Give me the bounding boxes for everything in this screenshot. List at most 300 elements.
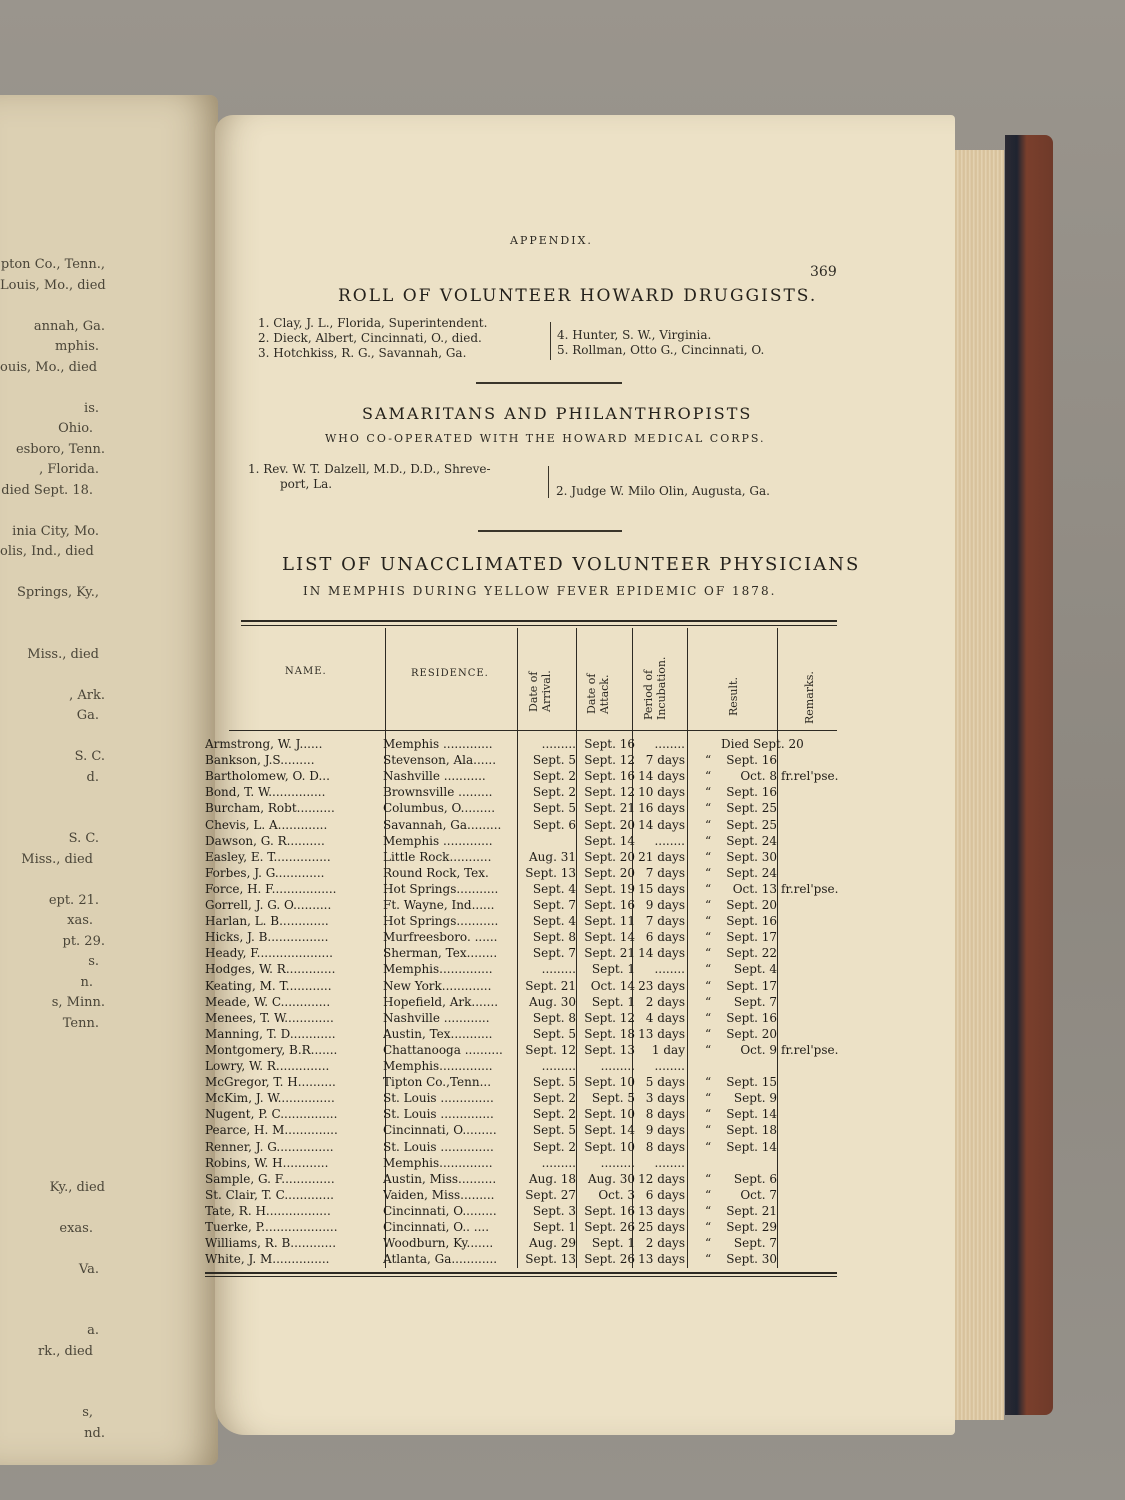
left-page-line [0, 1137, 200, 1158]
samaritan-entry: 1. Rev. W. T. Dalzell, M.D., D.D., Shreve- [248, 462, 491, 476]
table-row [205, 752, 837, 768]
arrival-date: Sept. 4 [532, 914, 576, 929]
ditto-mark: “ [705, 962, 712, 977]
table-row [205, 1090, 837, 1106]
physician-name: Gorrell, J. G. O.......... [205, 898, 332, 912]
attack-date: Sept. 5 [591, 1091, 635, 1106]
column-divider [548, 466, 549, 498]
physician-name: Hicks, J. B................ [205, 930, 329, 945]
table-row [205, 849, 837, 865]
arrival-date: Sept. 5 [532, 1123, 576, 1138]
physician-residence: Ft. Wayne, Ind...... [383, 898, 495, 912]
table-row [205, 913, 837, 929]
result-date: Died Sept. 20 [721, 737, 804, 751]
table-top-rule [241, 620, 837, 622]
physician-residence: St. Louis .............. [383, 1139, 494, 1154]
table-row [205, 961, 837, 977]
ditto-mark: “ [705, 1252, 712, 1267]
left-page-line: died Sept. 18. [1, 482, 93, 498]
left-page [0, 95, 218, 1465]
table-row [205, 1122, 837, 1138]
result-date: Sept. 17 [726, 978, 777, 993]
remarks-note: fr.rel'pse. [781, 881, 839, 896]
left-page-line [0, 788, 200, 809]
physician-name: Tate, R. H................. [205, 1203, 331, 1218]
samaritans-left-col [248, 462, 491, 492]
ditto-mark: “ [705, 1042, 712, 1057]
samaritan-entry: 2. Judge W. Milo Olin, Augusta, Ga. [556, 484, 770, 498]
physician-residence: Sherman, Tex........ [383, 946, 498, 961]
table-row [205, 1010, 837, 1026]
result-date: Sept. 24 [726, 865, 777, 880]
physician-residence: Memphis.............. [383, 962, 493, 977]
left-page-line: , Ark. [69, 687, 105, 703]
result-date: Sept. 9 [733, 1091, 777, 1106]
physician-name: Force, H. F................. [205, 881, 337, 896]
physician-residence: Memphis.............. [383, 1155, 493, 1170]
ditto-mark: “ [705, 1171, 712, 1186]
arrival-date: ......... [541, 962, 576, 977]
physician-name: Bankson, J.S......... [205, 753, 315, 768]
incubation-period: 6 days [645, 1187, 685, 1202]
incubation-period: ........ [654, 962, 685, 977]
left-page-line [0, 1280, 200, 1301]
ditto-mark: “ [705, 1091, 712, 1106]
ditto-mark: “ [705, 994, 712, 1009]
attack-date: Sept. 1 [591, 1236, 635, 1251]
ditto-mark: “ [705, 898, 712, 912]
incubation-period: 8 days [645, 1107, 685, 1122]
left-page-line [0, 1301, 200, 1322]
physician-residence: Cincinnati, O......... [383, 1123, 497, 1138]
physician-residence: Nashville ............ [383, 1010, 490, 1025]
attack-date: Sept. 21 [584, 801, 635, 816]
table-row [205, 1139, 837, 1155]
physician-residence: Hot Springs........... [383, 881, 499, 896]
attack-date: Sept. 1 [591, 962, 635, 977]
result-date: Oct. 9 [740, 1042, 777, 1057]
left-page-line [0, 1116, 200, 1137]
physician-residence: Chattanooga .......... [383, 1042, 503, 1057]
arrival-date: Sept. 2 [532, 1091, 576, 1106]
attack-date: Sept. 16 [584, 737, 635, 751]
left-page-line: , Florida. [39, 462, 99, 477]
table-row [205, 784, 837, 800]
physician-name: Hodges, W. R............. [205, 962, 336, 977]
header-result: Result. [727, 677, 740, 716]
table-row [205, 1171, 837, 1187]
physician-residence: Nashville ........... [383, 769, 486, 784]
physician-residence: Austin, Miss.......... [383, 1171, 497, 1186]
left-page-line: s. [88, 954, 99, 969]
attack-date: Sept. 16 [584, 1203, 635, 1218]
left-page-line [0, 727, 200, 748]
left-page-line [0, 501, 200, 522]
incubation-period: ........ [654, 833, 685, 848]
left-page-line: esboro, Tenn. [15, 441, 105, 457]
arrival-date: ......... [541, 1155, 576, 1170]
physician-name: Manning, T. D............ [205, 1026, 336, 1041]
attack-date: Sept. 16 [584, 769, 635, 784]
left-page-line: pton Co., Tenn., [0, 257, 105, 272]
result-date: Sept. 29 [726, 1220, 777, 1234]
ditto-mark: “ [705, 881, 712, 896]
left-page-line: pt. 29. [62, 933, 105, 949]
incubation-period: 21 days [638, 849, 685, 864]
arrival-date: Sept. 7 [532, 946, 576, 961]
arrival-date: Sept. 2 [532, 785, 576, 800]
ditto-mark: “ [705, 1075, 712, 1090]
table-top-rule [241, 625, 837, 626]
druggist-entry: 4. Hunter, S. W., Virginia. [557, 328, 712, 342]
table-bottom-rule [205, 1276, 837, 1277]
left-page-line: Ohio. [58, 421, 93, 436]
physicians-title: LIST OF UNACCLIMATED VOLUNTEER PHYSICIANS [282, 554, 861, 575]
druggist-entry: 2. Dieck, Albert, Cincinnati, O., died. [258, 331, 482, 345]
left-page-line: S. C. [68, 831, 99, 846]
result-date: Sept. 21 [726, 1203, 777, 1218]
incubation-period: 2 days [645, 994, 685, 1009]
left-page-line [0, 378, 200, 399]
arrival-date: Sept. 13 [525, 1252, 576, 1267]
ditto-mark: “ [705, 785, 712, 800]
running-head: APPENDIX. [510, 234, 593, 247]
incubation-period: ........ [654, 1059, 685, 1073]
left-page-text [0, 255, 200, 1444]
result-date: Sept. 16 [726, 914, 777, 929]
physician-name: Meade, W. C............. [205, 994, 331, 1009]
result-date: Sept. 25 [726, 801, 777, 816]
header-arrival: Date of Arrival. [527, 670, 553, 712]
incubation-period: 8 days [645, 1139, 685, 1154]
ditto-mark: “ [705, 849, 712, 864]
arrival-date: Sept. 12 [525, 1042, 576, 1057]
physician-name: Nugent, P. C............... [205, 1107, 338, 1122]
physician-residence: St. Louis .............. [383, 1091, 494, 1106]
attack-date: Sept. 12 [584, 753, 635, 768]
left-page-line: Ky., died [49, 1179, 105, 1195]
left-page-line: annah, Ga. [33, 318, 105, 334]
table-row [205, 1042, 837, 1058]
druggist-entry: 1. Clay, J. L., Florida, Superintendent. [258, 316, 488, 330]
left-page-line [0, 1383, 200, 1404]
left-page-line: Springs, Ky., [17, 585, 99, 600]
left-page-line: d. [86, 769, 99, 785]
physician-residence: Woodburn, Ky....... [383, 1236, 494, 1251]
ditto-mark: “ [705, 801, 712, 816]
ditto-mark: “ [705, 1220, 712, 1234]
physician-residence: Brownsville ......... [383, 785, 493, 800]
section-rule [478, 530, 622, 532]
ditto-mark: “ [705, 817, 712, 832]
attack-date: Sept. 16 [584, 898, 635, 912]
druggists-title: ROLL OF VOLUNTEER HOWARD DRUGGISTS. [338, 286, 818, 306]
incubation-period: 7 days [645, 753, 685, 768]
physician-residence: Cincinnati, O.. .... [383, 1220, 490, 1234]
left-page-line: Miss., died [27, 646, 99, 662]
physician-residence: Stevenson, Ala...... [383, 753, 497, 768]
left-page-line: Va. [78, 1261, 99, 1277]
left-page-line [0, 1075, 200, 1096]
result-date: Sept. 14 [726, 1107, 777, 1122]
ditto-mark: “ [705, 1236, 712, 1251]
physician-residence: Austin, Tex........... [383, 1026, 493, 1041]
table-row [205, 1203, 837, 1219]
arrival-date: Sept. 5 [532, 753, 576, 768]
arrival-date: ......... [541, 1059, 576, 1073]
physicians-subtitle: IN MEMPHIS DURING YELLOW FEVER EPIDEMIC OF 1878. [303, 584, 777, 598]
arrival-date: Sept. 6 [532, 817, 576, 832]
attack-date: Aug. 30 [588, 1171, 635, 1186]
physician-residence: Memphis ............. [383, 737, 493, 751]
ditto-mark: “ [705, 978, 712, 993]
attack-date: Sept. 12 [584, 1010, 635, 1025]
physician-name: McGregor, T. H.......... [205, 1075, 336, 1090]
attack-date: Sept. 21 [584, 946, 635, 961]
left-page-line: a. [87, 1323, 99, 1338]
result-date: Sept. 16 [726, 753, 777, 768]
physician-residence: Tipton Co.,Tenn... [383, 1075, 492, 1090]
result-date: Sept. 22 [726, 946, 777, 961]
result-date: Sept. 6 [733, 1171, 777, 1186]
table-row [205, 768, 837, 784]
table-row [205, 736, 837, 752]
incubation-period: 12 days [638, 1171, 685, 1186]
result-date: Sept. 17 [726, 930, 777, 945]
physician-residence: St. Louis .............. [383, 1107, 494, 1122]
ditto-mark: “ [705, 833, 712, 848]
result-date: Sept. 24 [726, 833, 777, 848]
result-date: Sept. 15 [726, 1075, 777, 1090]
druggist-entry: 5. Rollman, Otto G., Cincinnati, O. [557, 343, 765, 357]
physician-name: Tuerke, P.................... [205, 1220, 338, 1234]
attack-date: Sept. 26 [584, 1220, 635, 1234]
table-row [205, 1187, 837, 1203]
result-date: Sept. 30 [726, 1252, 777, 1267]
table-row [205, 800, 837, 816]
incubation-period: 16 days [638, 801, 685, 816]
incubation-period: 23 days [638, 978, 685, 993]
ditto-mark: “ [705, 1107, 712, 1122]
header-residence: RESIDENCE. [411, 668, 489, 679]
ditto-mark: “ [705, 865, 712, 880]
left-page-line [0, 809, 200, 830]
column-divider [550, 322, 551, 360]
incubation-period: 14 days [638, 769, 685, 784]
incubation-period: 9 days [645, 898, 685, 912]
samaritans-subtitle: WHO CO-OPERATED WITH THE HOWARD MEDICAL CORPS. [325, 432, 766, 445]
left-page-line [0, 1055, 200, 1076]
incubation-period: 2 days [645, 1236, 685, 1251]
left-page-line [0, 563, 200, 584]
table-row [205, 817, 837, 833]
incubation-period: 5 days [645, 1075, 685, 1090]
left-page-line [0, 1157, 200, 1178]
attack-date: Sept. 14 [584, 833, 635, 848]
table-row [205, 881, 837, 897]
left-page-line: ouis, Mo., died [0, 359, 98, 375]
left-page-line [0, 1034, 200, 1055]
left-page-line [0, 1362, 200, 1383]
incubation-period: 14 days [638, 817, 685, 832]
physician-residence: New York............. [383, 978, 492, 993]
attack-date: ......... [600, 1155, 635, 1170]
left-page-line: olis, Ind., died [0, 544, 94, 559]
table-row [205, 978, 837, 994]
arrival-date: ......... [541, 737, 576, 751]
left-page-line: S. C. [74, 749, 105, 764]
table-row [205, 1106, 837, 1122]
left-page-line [0, 870, 200, 891]
attack-date: Sept. 12 [584, 785, 635, 800]
arrival-date: Sept. 8 [532, 1010, 576, 1025]
incubation-period: 13 days [638, 1026, 685, 1041]
result-date: Sept. 16 [726, 785, 777, 800]
book-cover [1005, 135, 1053, 1415]
arrival-date: Aug. 30 [529, 994, 576, 1009]
section-rule [476, 382, 622, 384]
header-attack: Date of Attack. [585, 673, 611, 714]
attack-date: Sept. 10 [584, 1139, 635, 1154]
physician-name: Burcham, Robt.......... [205, 801, 335, 816]
table-row [205, 929, 837, 945]
attack-date: Sept. 20 [584, 865, 635, 880]
incubation-period: 25 days [638, 1220, 685, 1234]
attack-date: Sept. 11 [584, 914, 635, 929]
table-row [205, 1074, 837, 1090]
attack-date: Sept. 1 [591, 994, 635, 1009]
physician-residence: Memphis.............. [383, 1059, 493, 1073]
left-page-line [0, 624, 200, 645]
arrival-date: Sept. 2 [532, 1139, 576, 1154]
arrival-date: Sept. 8 [532, 930, 576, 945]
arrival-date: Sept. 1 [532, 1220, 576, 1234]
table-row [205, 994, 837, 1010]
ditto-mark: “ [705, 946, 712, 961]
header-remarks: Remarks. [803, 671, 816, 724]
arrival-date: Sept. 5 [532, 1075, 576, 1090]
result-date: Sept. 30 [726, 849, 777, 864]
physician-name: Montgomery, B.R....... [205, 1042, 338, 1057]
physician-name: St. Clair, T. C............. [205, 1187, 334, 1202]
attack-date: ......... [600, 1059, 635, 1073]
physician-name: White, J. M............... [205, 1252, 330, 1267]
ditto-mark: “ [705, 1203, 712, 1218]
incubation-period: 10 days [638, 785, 685, 800]
remarks-note: fr.rel'pse. [781, 1042, 839, 1057]
header-bottom-rule [229, 730, 837, 731]
result-date: Sept. 14 [726, 1139, 777, 1154]
physician-residence: Savannah, Ga......... [383, 817, 502, 832]
left-page-line: inia City, Mo. [12, 523, 99, 539]
incubation-period: 6 days [645, 930, 685, 945]
result-date: Sept. 4 [733, 962, 777, 977]
attack-date: Sept. 14 [584, 1123, 635, 1138]
physician-residence: Cincinnati, O......... [383, 1203, 497, 1218]
druggists-left-col [258, 316, 487, 361]
incubation-period: 14 days [638, 946, 685, 961]
result-date: Sept. 16 [726, 1010, 777, 1025]
arrival-date: Sept. 27 [525, 1187, 576, 1202]
physician-name: McKim, J. W............... [205, 1091, 335, 1106]
ditto-mark: “ [705, 1010, 712, 1025]
left-page-line [0, 665, 200, 686]
arrival-date: Sept. 4 [532, 881, 576, 896]
samaritans-title: SAMARITANS AND PHILANTHROPISTS [362, 404, 753, 423]
arrival-date: Aug. 31 [529, 849, 576, 864]
physician-name: Lowry, W. R.............. [205, 1059, 330, 1073]
incubation-period: 4 days [645, 1010, 685, 1025]
physician-name: Chevis, L. A............. [205, 817, 328, 832]
left-page-line: Ga. [76, 708, 99, 723]
druggists-right-col [557, 328, 764, 358]
attack-date: Sept. 19 [584, 881, 635, 896]
physician-residence: Vaiden, Miss......... [383, 1187, 495, 1202]
attack-date: Sept. 14 [584, 930, 635, 945]
incubation-period: 13 days [638, 1203, 685, 1218]
arrival-date: Sept. 2 [532, 769, 576, 784]
table-row [205, 1026, 837, 1042]
result-date: Sept. 20 [726, 898, 777, 912]
table-row [205, 1251, 837, 1267]
left-page-line: ept. 21. [48, 892, 99, 908]
ditto-mark: “ [705, 753, 712, 768]
attack-date: Oct. 14 [590, 978, 635, 993]
left-page-line: exas. [59, 1220, 93, 1236]
arrival-date: Sept. 13 [525, 865, 576, 880]
left-page-line: n. [80, 974, 93, 990]
left-page-line: xas. [67, 913, 93, 928]
result-date: Sept. 7 [733, 1236, 777, 1251]
left-page-line: Miss., died [21, 851, 93, 867]
physician-name: Easley, E. T............... [205, 849, 331, 864]
incubation-period: ........ [654, 1155, 685, 1170]
result-date: Oct. 7 [740, 1187, 777, 1202]
incubation-period: 13 days [638, 1252, 685, 1267]
ditto-mark: “ [705, 1026, 712, 1041]
ditto-mark: “ [705, 769, 712, 784]
physicians-table [205, 620, 837, 1280]
incubation-period: 3 days [645, 1091, 685, 1106]
arrival-date: Sept. 21 [525, 978, 576, 993]
page-number: 369 [810, 264, 837, 280]
physician-residence: Murfreesboro. ...... [383, 930, 498, 945]
incubation-period: 15 days [638, 881, 685, 896]
ditto-mark: “ [705, 914, 712, 929]
samaritan-entry-cont: port, La. [280, 477, 333, 491]
arrival-date: Sept. 3 [532, 1203, 576, 1218]
table-row [205, 945, 837, 961]
attack-date: Sept. 10 [584, 1075, 635, 1090]
incubation-period: ........ [654, 737, 685, 751]
physician-name: Pearce, H. M.............. [205, 1123, 338, 1138]
table-row [205, 1155, 837, 1171]
result-date: Sept. 7 [733, 994, 777, 1009]
left-page-line [0, 296, 200, 317]
attack-date: Sept. 20 [584, 849, 635, 864]
physician-name: Armstrong, W. J...... [205, 737, 323, 751]
left-page-line: s, Minn. [51, 995, 105, 1010]
physician-name: Forbes, J. G............. [205, 865, 325, 880]
physician-residence: Round Rock, Tex. [383, 865, 489, 880]
left-page-line [0, 604, 200, 625]
result-date: Sept. 18 [726, 1123, 777, 1138]
result-date: Oct. 8 [740, 769, 777, 784]
left-page-line [0, 1239, 200, 1260]
arrival-date: Sept. 7 [532, 898, 576, 912]
physician-name: Menees, T. W............. [205, 1010, 334, 1025]
attack-date: Sept. 10 [584, 1107, 635, 1122]
